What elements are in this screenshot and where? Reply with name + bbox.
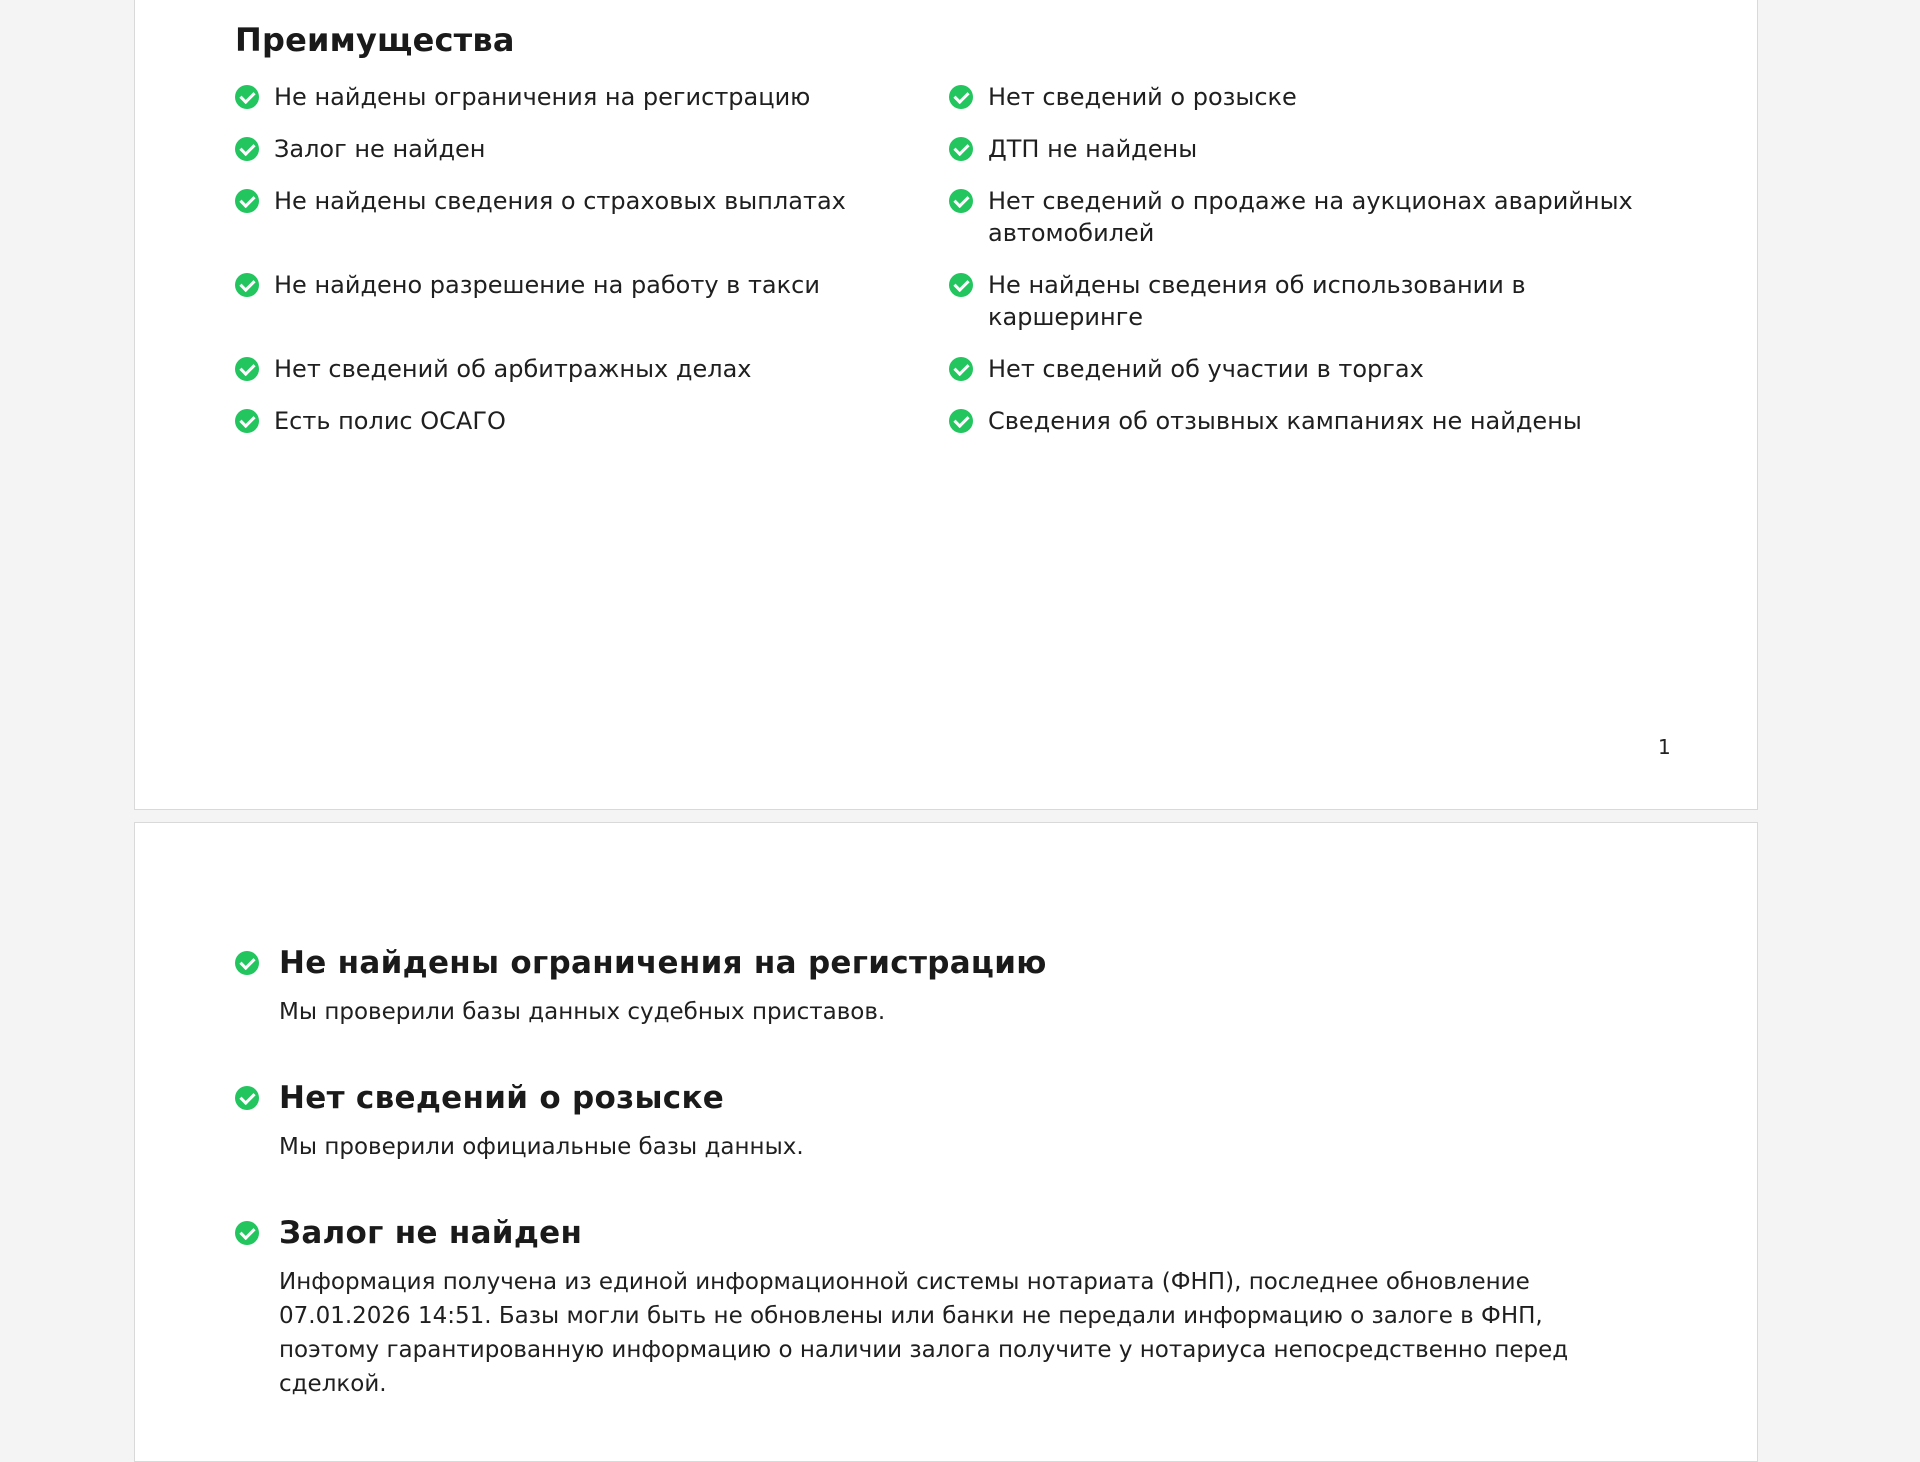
advantages-list-right <box>949 81 1649 457</box>
detail-text: Мы проверили официальные базы данных. <box>279 1134 804 1160</box>
detail-section <box>235 1213 1635 1401</box>
check-circle-icon <box>235 1221 259 1245</box>
detail-title: Нет сведений о розыске <box>279 1080 725 1116</box>
detail-section <box>235 1078 1635 1164</box>
check-circle-icon <box>235 85 259 109</box>
advantage-item <box>949 405 1649 457</box>
advantage-item <box>235 81 915 133</box>
detail-title: Залог не найден <box>279 1215 583 1251</box>
advantage-item <box>949 269 1649 353</box>
advantage-item <box>949 133 1649 185</box>
check-circle-icon <box>949 85 973 109</box>
advantage-item <box>949 81 1649 133</box>
advantage-text: ДТП не найдены <box>988 135 1198 163</box>
advantage-item <box>235 133 915 185</box>
advantage-text: Нет сведений о розыске <box>988 83 1297 111</box>
advantage-item <box>235 185 915 269</box>
detail-header <box>235 1078 1635 1118</box>
report-page-2 <box>134 822 1758 1462</box>
advantages-title: Преимущества <box>235 21 515 59</box>
check-circle-icon <box>235 409 259 433</box>
advantage-text: Есть полис ОСАГО <box>274 407 506 435</box>
detail-header <box>235 943 1635 983</box>
advantage-text: Залог не найден <box>274 135 486 163</box>
check-circle-icon <box>949 409 973 433</box>
advantage-item <box>235 269 915 353</box>
detail-section <box>235 943 1635 1029</box>
check-circle-icon <box>949 273 973 297</box>
advantage-text: Не найдены ограничения на регистрацию <box>274 83 811 111</box>
detail-text: Информация получена из единой информационной системы нотариата (ФНП), последнее обновление 07.01.2026 14:51. Базы могли быть не обновлены или банки не передали информацию о залоге в ФНП, поэтому гарантированную информацию о наличии залога получите у нотариуса непосредственно перед сделкой. <box>279 1269 1569 1397</box>
advantage-text: Не найдено разрешение на работу в такси <box>274 271 820 299</box>
check-circle-icon <box>235 189 259 213</box>
advantage-item <box>235 405 915 457</box>
advantages-list-left <box>235 81 915 457</box>
advantage-item <box>949 185 1649 269</box>
advantage-text: Нет сведений о продаже на аукционах аварийных автомобилей <box>988 187 1633 247</box>
advantage-item <box>949 353 1649 405</box>
page-number: 1 <box>1658 735 1671 759</box>
check-circle-icon <box>235 357 259 381</box>
advantage-item <box>235 353 915 405</box>
advantage-text: Не найдены сведения о страховых выплатах <box>274 187 846 215</box>
report-page-1 <box>134 0 1758 810</box>
check-circle-icon <box>949 137 973 161</box>
detail-title: Не найдены ограничения на регистрацию <box>279 945 1047 981</box>
detail-text: Мы проверили базы данных судебных приставов. <box>279 999 886 1025</box>
check-circle-icon <box>235 273 259 297</box>
advantage-text: Сведения об отзывных кампаниях не найдены <box>988 407 1582 435</box>
check-circle-icon <box>235 1086 259 1110</box>
advantage-text: Нет сведений об участии в торгах <box>988 355 1424 383</box>
check-circle-icon <box>949 357 973 381</box>
check-circle-icon <box>235 137 259 161</box>
advantage-text: Нет сведений об арбитражных делах <box>274 355 752 383</box>
detail-header <box>235 1213 1635 1253</box>
advantage-text: Не найдены сведения об использовании в каршеринге <box>988 271 1526 331</box>
check-circle-icon <box>949 189 973 213</box>
check-circle-icon <box>235 951 259 975</box>
